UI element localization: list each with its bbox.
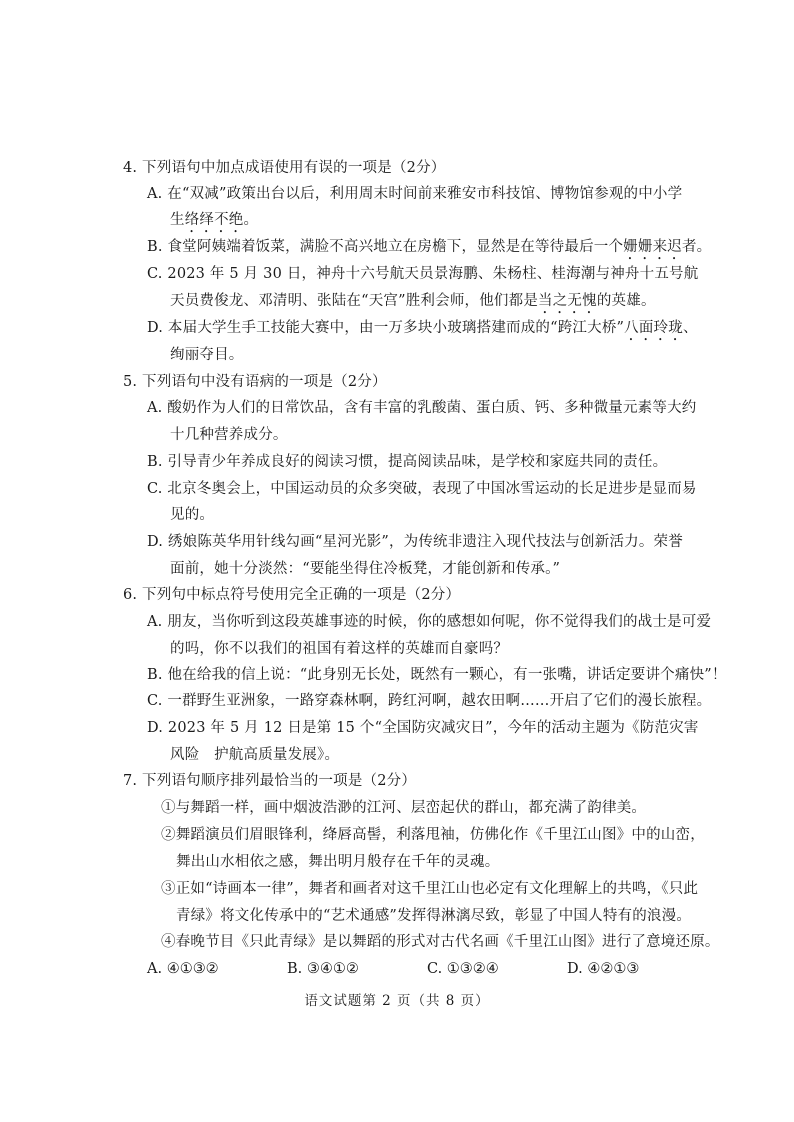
q5-option-d-cont: 面前，她十分淡然：“要能坐得住冷板凳，才能创新和传承。”	[170, 561, 561, 577]
q5-option-d: D. 绣娘陈英华用针线勾画“星河光影”，为传统非遗注入现代技法与创新活力。荣誉	[147, 534, 683, 550]
q4-option-b: B. 食堂阿姨端着饭菜，满脸不高兴地立在房檐下，显然是在等待最后一个姗姗来迟者。	[147, 239, 712, 255]
q6-option-d-cont: 风险 护航高质量发展》。	[170, 747, 340, 763]
q5-option-b: B. 引导青少年养成良好的阅读习惯，提高阅读品味，是学校和家庭共同的责任。	[147, 454, 668, 470]
q7-sentence-1: ①与舞蹈一样，画中烟波浩渺的江河、层峦起伏的群山，都充满了韵律美。	[161, 800, 647, 816]
q5-stem: 5. 下列语句中没有语病的一项是（2分）	[123, 374, 387, 390]
dotted-idiom: 当之无愧	[538, 293, 597, 309]
q6-stem: 6. 下列句中标点符号使用完全正确的一项是（2分）	[123, 587, 461, 603]
dotted-idiom: 络绎不绝	[184, 212, 244, 228]
q7-option-d: D. ④②①③	[567, 961, 640, 977]
q7-option-c: C. ①③②④	[427, 961, 499, 977]
q6-option-c: C. 一群野生亚洲象，一路穿森林啊，跨红河啊，越农田啊……开启了它们的漫长旅程。	[147, 693, 712, 709]
q7-sentence-2: ②舞蹈演员们眉眼锋利，绛唇高髻，利落甩袖，仿佛化作《千里江山图》中的山峦，	[161, 827, 705, 843]
q4-stem: 4. 下列语句中加点成语使用有误的一项是（2分）	[123, 160, 446, 176]
q6-option-a: A. 朋友，当你听到这段英雄事迹的时候，你的感想如何呢，你不觉得我们的战士是可爱	[147, 614, 712, 630]
q7-sentence-3: ③正如“诗画本一律”，舞者和画者对这千里江山也必定有文化理解上的共鸣，《只此	[161, 881, 699, 897]
q6-option-a-cont: 的吗，你不以我们的祖国有着这样的英雄而自豪吗？	[170, 641, 509, 657]
q5-option-a-cont: 十几种营养成分。	[170, 427, 288, 443]
q7-sentence-4: ④春晚节目《只此青绿》是以舞蹈的形式对古代名画《千里江山图》进行了意境还原。	[161, 934, 720, 950]
q4-option-a-cont: 生络绎不绝。	[170, 212, 259, 228]
page-footer: 语文试题第 2 页（共 8 页）	[304, 993, 490, 1009]
q5-option-c: C. 北京冬奥会上，中国运动员的众多突破，表现了中国冰雪运动的长足进步是显而易	[147, 481, 697, 497]
q4-option-d-cont: 绚丽夺目。	[170, 347, 244, 363]
q7-sentence-2-cont: 舞出山水相依之感，舞出明月般存在千年的灵魂。	[176, 854, 500, 870]
q5-option-c-cont: 见的。	[170, 507, 215, 523]
q7-option-a: A. ④①③②	[147, 961, 219, 977]
q6-option-b: B. 他在给我的信上说：“此身别无长处，既然有一颗心，有一张嘴，讲话定要讲个痛快”！	[147, 667, 727, 683]
q7-sentence-3-cont: 青绿》将文化传承中的“艺术通感”发挥得淋漓尽致，彰显了中国人特有的浪漫。	[176, 908, 692, 924]
q4-option-d: D. 本届大学生手工技能大赛中，由一万多块小玻璃搭建而成的“跨江大桥”八面玲珑、	[147, 320, 698, 336]
dotted-idiom: 姗姗来迟	[623, 239, 682, 255]
q4-option-a: A. 在“双减”政策出台以后，利用周末时间前来雅安市科技馆、博物馆参观的中小学	[147, 186, 683, 202]
dotted-idiom: 八面玲珑	[624, 320, 683, 336]
q4-option-c: C. 2023 年 5 月 30 日，神舟十六号航天员景海鹏、朱杨柱、桂海潮与神舟十五号航	[147, 266, 699, 282]
q7-option-b: B. ③④①②	[287, 961, 359, 977]
q4-option-c-cont: 天员费俊龙、邓清明、张陆在“天宫”胜利会师，他们都是当之无愧的英雄。	[170, 293, 656, 309]
q6-option-d: D. 2023 年 5 月 12 日是第 15 个“全国防灾减灾日”，今年的活动主题为《防范灾害	[147, 720, 699, 736]
q7-stem: 7. 下列语句顺序排列最恰当的一项是（2分）	[123, 773, 417, 789]
q5-option-a: A. 酸奶作为人们的日常饮品，含有丰富的乳酸菌、蛋白质、钙、多种微量元素等大约	[147, 400, 697, 416]
